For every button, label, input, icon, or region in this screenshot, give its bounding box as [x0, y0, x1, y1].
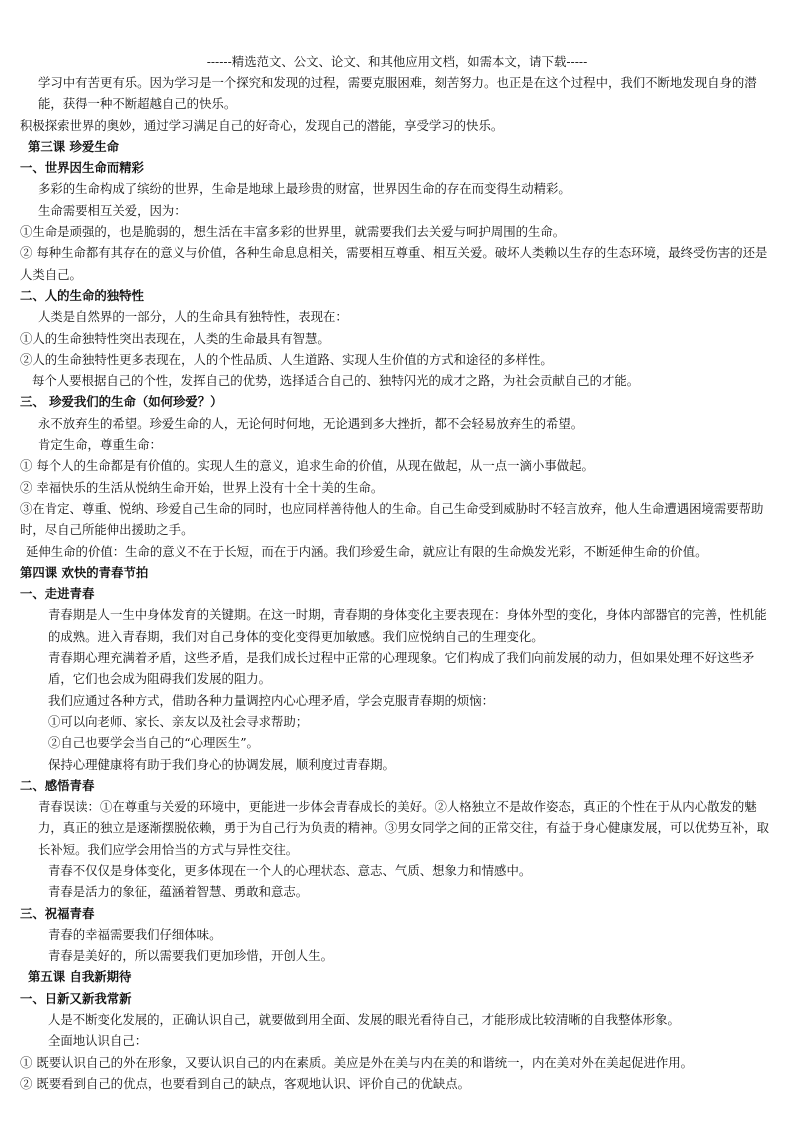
- text-line: 人类是自然界的一部分，人的生命具有独特性，表现在：: [38, 309, 348, 325]
- text-line: 青春期心理充满着矛盾，这些矛盾，是我们成长过程中正常的心理现象。它们构成了我们向前发展的动力，但如果处理不好这些矛盾，它们也会成为阻碍我们发展的阻力。: [48, 650, 755, 687]
- text-line: ② 幸福快乐的生活从悦纳生命开始，世界上没有十全十美的生命。: [20, 479, 384, 495]
- section-heading: 一、世界因生命而精彩: [20, 160, 144, 176]
- text-line: ② 既要看到自己的优点，也要看到自己的缺点，客观地认识、评价自己的优缺点。: [20, 1075, 471, 1091]
- text-line: 永不放弃生的希望。珍爱生命的人，无论何时何地，无论遇到多大挫折，都不会轻易放弃生的希望。: [38, 415, 584, 431]
- text-line: 多彩的生命构成了缤纷的世界，生命是地球上最珍贵的财富，世界因生命的存在而变得生动精彩。: [38, 181, 571, 197]
- text-line: 我们应通过各种方式，借助各种力量调控内心心理矛盾，学会克服青春期的烦恼：: [48, 692, 495, 708]
- text-line: ① 每个人的生命都是有价值的。实现人生的意义，追求生命的价值，从现在做起，从一点一滴小事做起。: [20, 458, 594, 474]
- document-header: ------精选范文、公文、论文、和其他应用文档，如需本文，请下载-----: [206, 54, 588, 69]
- section-heading: 第五课 自我新期待: [28, 969, 132, 985]
- section-heading: 第三课 珍爱生命: [28, 138, 120, 154]
- section-heading: 二、感悟青春: [20, 777, 95, 793]
- text-line: 青春是美好的，所以需要我们更加珍惜，开创人生。: [48, 948, 333, 964]
- section-heading: 一、日新又新我常新: [20, 990, 132, 1006]
- text-line: 青春期是人一生中身体发育的关键期。在这一时期，青春期的身体变化主要表现在：身体外型的变化，身体内部器官的完善，性机能的成熟。进入青春期，我们对自己身体的变化变得更加敏感。我们应悦纳自己的生理变化。: [48, 607, 767, 644]
- text-line: 全面地认识自己：: [48, 1033, 148, 1049]
- text-line: 保持心理健康将有助于我们身心的协调发展，顺利度过青春期。: [48, 756, 395, 772]
- text-line: ①人的生命独特性突出表现在，人类的生命最具有智慧。: [20, 330, 330, 346]
- text-line: ③在肯定、尊重、悦纳、珍爱自己生命的同时，也应同样善待他人的生命。自己生命受到威胁时不轻言放弃，他人生命遭遇困境需要帮助时，尽自己所能伸出援助之手。: [20, 500, 764, 538]
- text-line: 肯定生命，尊重生命：: [38, 437, 162, 453]
- text-line: 延伸生命的价值：生命的意义不在于长短，而在于内涵。我们珍爱生命，就应让有限的生命焕发光彩，不断延伸生命的价值。: [26, 543, 708, 559]
- text-line: ① 既要认识自己的外在形象，又要认识自己的内在素质。美应是外在美与内在美的和谐统一，内在美对外在美起促进作用。: [20, 1054, 694, 1070]
- text-line: 学习中有苦更有乐。因为学习是一个探究和发现的过程，需要克服困难，刻苦努力。也正是在这个过程中，我们不断地发现自身的潜能，获得一种不断超越自己的快乐。: [38, 75, 757, 112]
- text-line: 青春是活力的象征，蕴涵着智慧、勇敢和意志。: [48, 884, 309, 900]
- text-line: ②人的生命独特性更多表现在，人的个性品质、人生道路、实现人生价值的方式和途径的多样性。: [20, 351, 553, 367]
- section-heading: 三、祝福青春: [20, 905, 95, 921]
- text-line: ②自己也要学会当自己的“心理医生”。: [48, 735, 259, 751]
- text-line: ①生命是顽强的，也是脆弱的，想生活在丰富多彩的世界里，就需要我们去关爱与呵护周围的生命。: [20, 224, 566, 240]
- text-line: 青春不仅仅是身体变化，更多体现在一个人的心理状态、意志、气质、想象力和情感中。: [48, 862, 532, 878]
- text-line: 生命需要相互关爱，因为：: [38, 202, 187, 218]
- text-line: 青春误读：①在尊重与关爱的环境中，更能进一步体会青春成长的美好。②人格独立不是故作姿态，真正的个性在于从内心散发的魅力，真正的独立是逐渐摆脱依赖，勇于为自己行为负责的精神。③男女同学之间的正常交往，有益于身心健康发展，可以优势互补，取长补短。我们应学会用恰当的方式与异性交往。: [38, 799, 770, 857]
- text-line: 青春的幸福需要我们仔细体味。: [48, 926, 222, 942]
- text-line: 人是不断变化发展的，正确认识自己，就要做到用全面、发展的眼光看待自己，才能形成比较清晰的自我整体形象。: [48, 1012, 680, 1028]
- section-heading: 第四课 欢快的青春节拍: [20, 564, 149, 580]
- text-line: ①可以向老师、家长、亲友以及社会寻求帮助；: [48, 713, 309, 729]
- section-heading: 二、人的生命的独特性: [20, 287, 144, 303]
- section-heading: 一、走进青春: [20, 586, 95, 602]
- text-line: ② 每种生命都有其存在的意义与价值，各种生命息息相关，需要相互尊重、相互关爱。破坏人类赖以生存的生态环境，最终受伤害的还是人类自己。: [20, 245, 768, 282]
- section-heading: 三、 珍爱我们的生命（如何珍爱？）: [20, 394, 223, 410]
- text-line: 积极探索世界的奥妙，通过学习满足自己的好奇心，发现自己的潜能，享受学习的快乐。: [20, 117, 504, 133]
- document-body: [20, 72, 776, 1094]
- text-line: 每个人要根据自己的个性，发挥自己的优势，选择适合自己的、独特闪光的成才之路，为社会贡献自己的才能。: [32, 373, 640, 389]
